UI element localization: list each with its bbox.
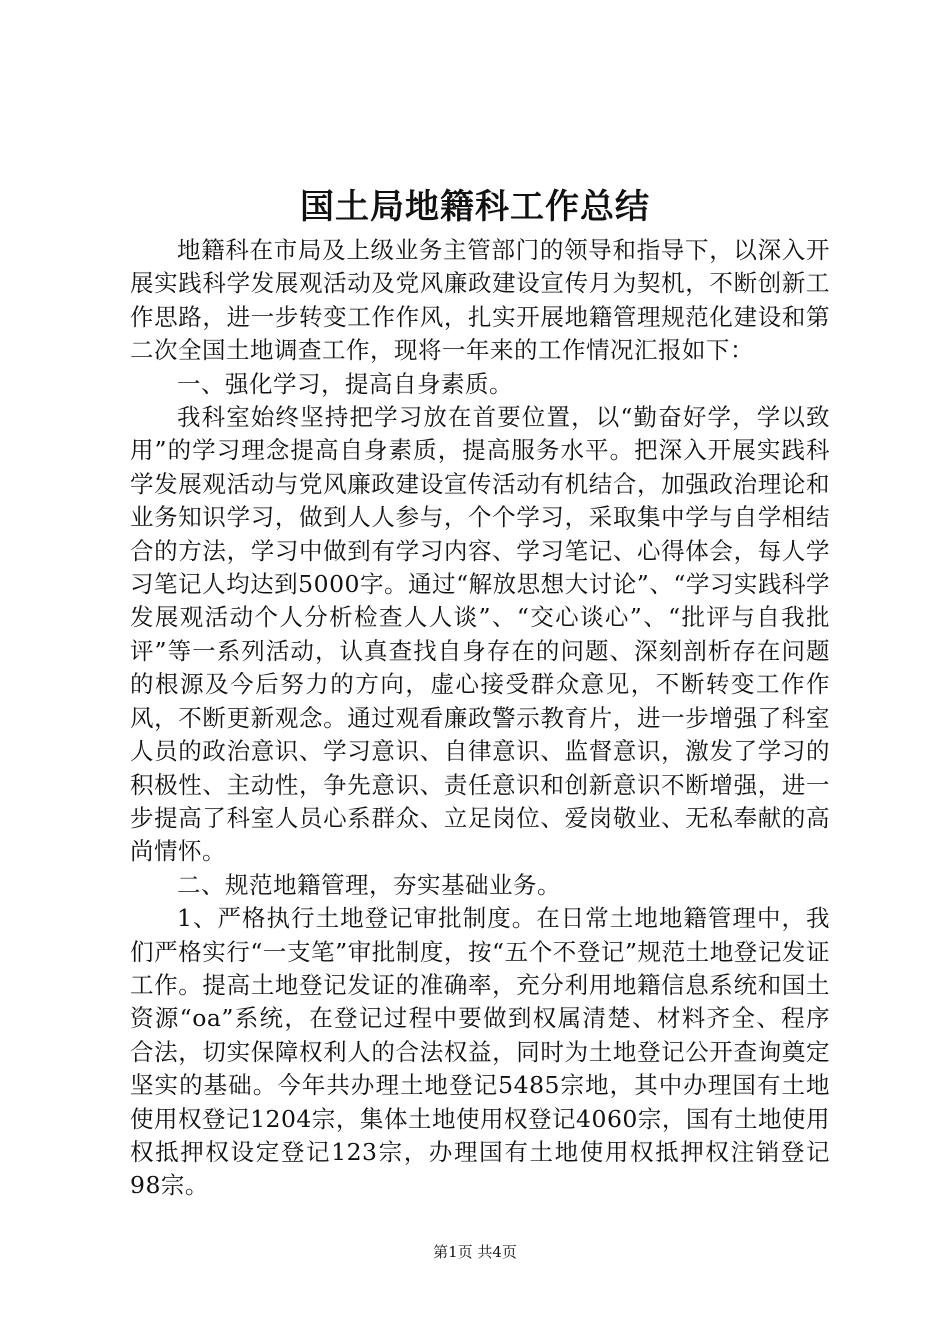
page-footer: 第1页 共4页 (433, 1243, 517, 1261)
paragraph-study: 我科室始终坚持把学习放在首要位置，以“勤奋好学，学以致用”的学习理念提高自身素质，提高服务水平。把深入开展实践科学发展观活动与党风廉政建设宣传活动有机结合，加强政治理论和业务知识学习，做到人人参与，个个学习，采取集中学与自学相结合的方法，学习中做到有学习内容、学习笔记、心得体会，每人学习笔记人均达到5000字。通过“解放思想大讨论”、“学习实践科学发展观活动个人分析检查人人谈”、“交心谈心”、“批评与自我批评”等一系列活动，认真查找自身存在的问题、深刻剖析存在问题的根源及今后努力的方向，虚心接受群众意见，不断转变工作作风，不断更新观念。通过观看廉政警示教育片，进一步增强了科室人员的政治意识、学习意识、自律意识、监督意识，激发了学习的积极性、主动性，争先意识、责任意识和创新意识不断增强，进一步提高了科室人员心系群众、立足岗位、爱岗敬业、无私奉献的高尚情怀。 (130, 403, 830, 866)
document-body (130, 234, 830, 1203)
paragraph-intro: 地籍科在市局及上级业务主管部门的领导和指导下，以深入开展实践科学发展观活动及党风廉政建设宣传月为契机，不断创新工作思路，进一步转变工作作风，扎实开展地籍管理规范化建设和第二次全国土地调查工作，现将一年来的工作情况汇报如下： (130, 236, 830, 365)
section-heading-2: 二、规范地籍管理，夯实基础业务。 (177, 870, 561, 899)
document-title: 国土局地籍科工作总结 (300, 187, 650, 227)
paragraph-registration: 1、严格执行土地登记审批制度。在日常土地地籍管理中，我们严格实行“一支笔”审批制度，按“五个不登记”规范土地登记发证工作。提高土地登记发证的准确率，充分利用地籍信息系统和国土资源“oa”系统，在登记过程中要做到权属清楚、材料齐全、程序合法，切实保障权利人的合法权益，同时为土地登记公开查询奠定坚实的基础。今年共办理土地登记5485宗地，其中办理国有土地使用权登记1204宗，集体土地使用权登记4060宗，国有土地使用权抵押权设定登记123宗，办理国有土地使用权抵押权注销登记98宗。 (130, 904, 830, 1200)
section-heading-1: 一、强化学习，提高自身素质。 (177, 369, 513, 398)
